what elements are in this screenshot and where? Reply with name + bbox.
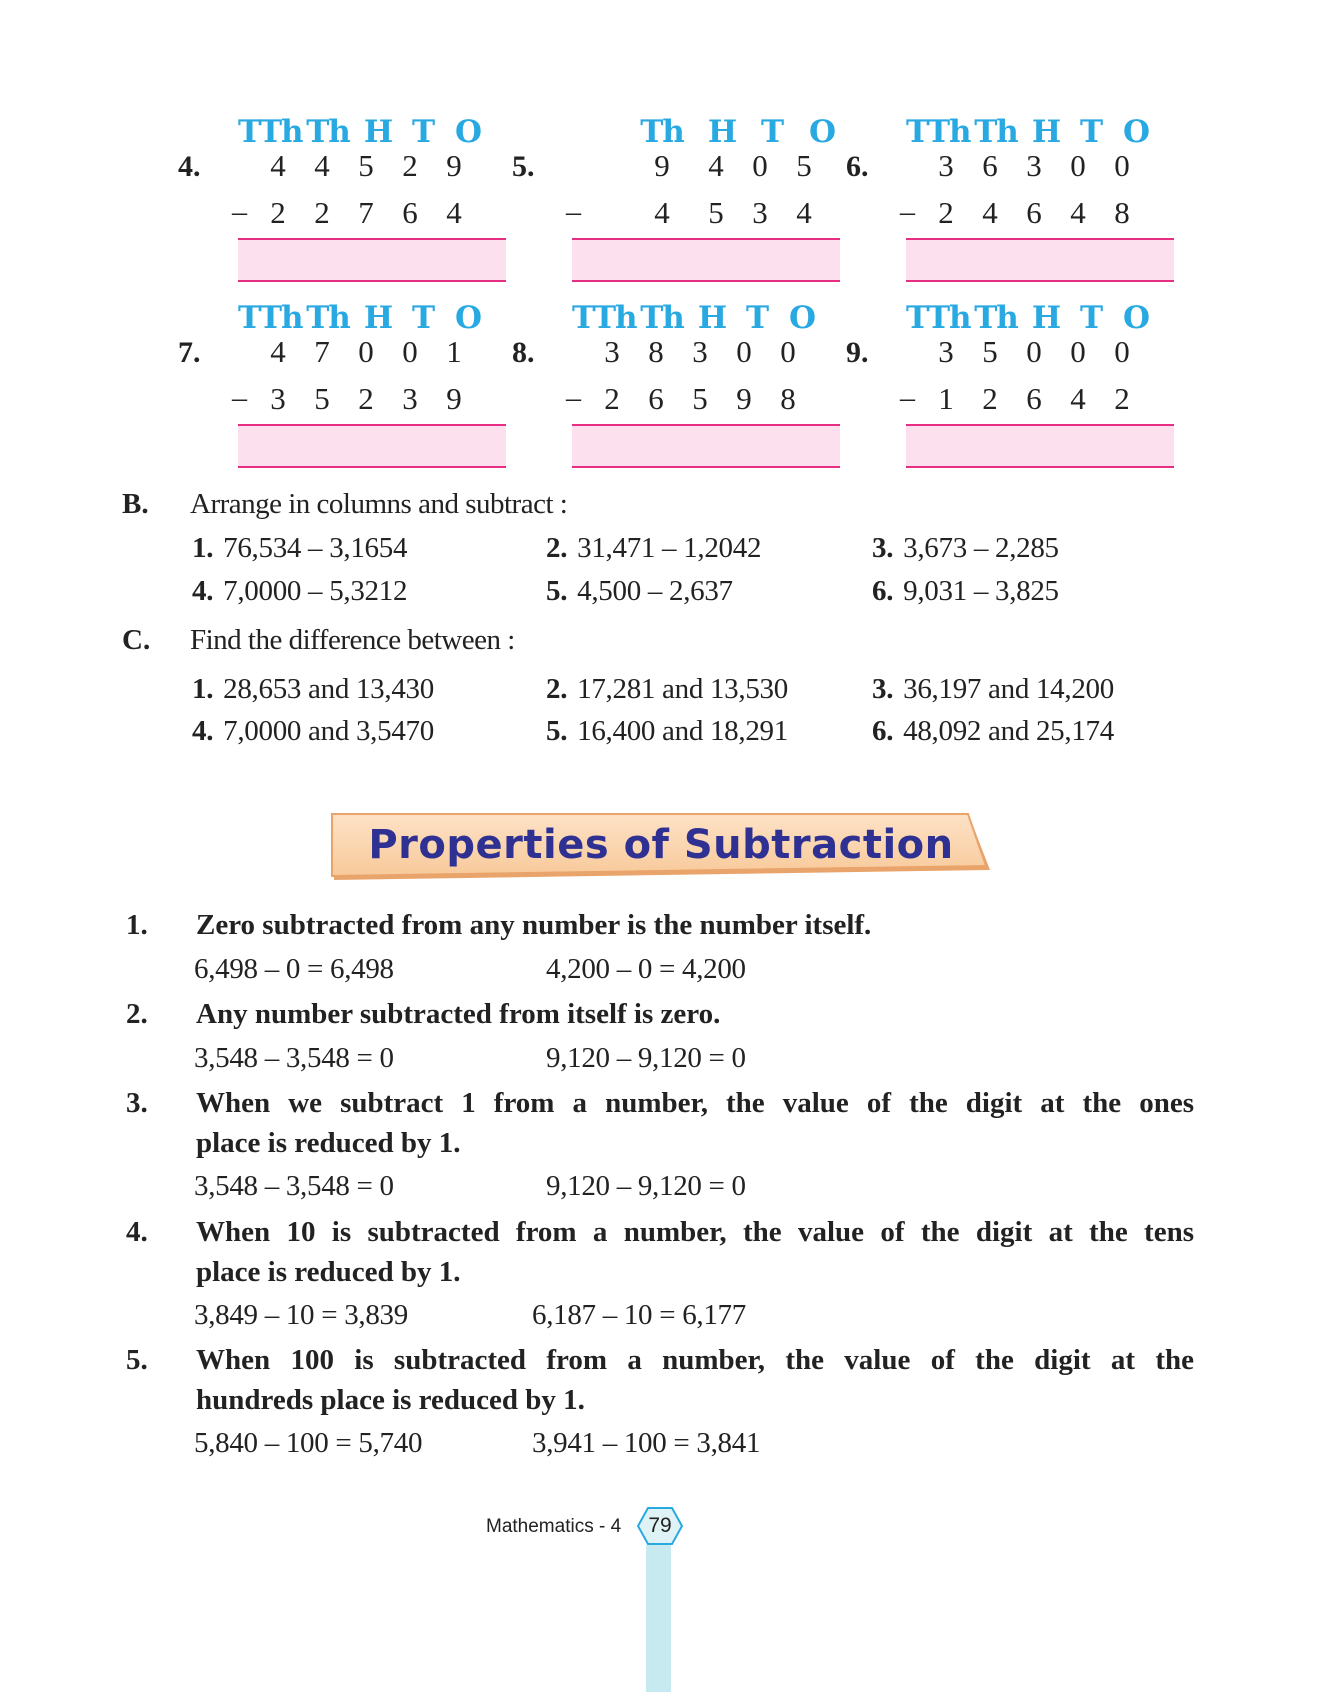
digit: 0 [1026, 334, 1042, 369]
section-b-item: 4. 7,0000 – 5,3212 [192, 575, 408, 607]
property-example: 6,187 – 10 = 6,177 [532, 1299, 746, 1331]
property-line: place is reduced by 1. [196, 1127, 461, 1159]
place-value-label: O [788, 300, 815, 336]
digit: 4 [1070, 195, 1086, 230]
minuend-row [572, 148, 812, 186]
place-value-label: O [808, 114, 835, 150]
digit: 5 [692, 381, 708, 416]
section-c-item: 6. 48,092 and 25,174 [872, 715, 1114, 747]
subtrahend-row [566, 381, 812, 419]
section-b-letter: B. [122, 488, 149, 520]
minus-sign: – [566, 381, 581, 414]
digit: 5 [796, 148, 812, 183]
page-tab-bar [646, 1545, 671, 1692]
problem-number: 4. [178, 150, 201, 183]
place-value-label: TTh [238, 114, 303, 150]
place-value-header [906, 114, 1149, 152]
minus-sign: – [566, 195, 581, 228]
digit: 0 [402, 334, 418, 369]
place-value-label: O [1122, 300, 1149, 336]
digit: 8 [780, 381, 796, 416]
digit: 6 [982, 148, 998, 183]
subtrahend-row [900, 195, 1146, 233]
section-b-item: 5. 4,500 – 2,637 [546, 575, 733, 607]
place-value-label: Th [306, 114, 350, 150]
digit: 2 [314, 195, 330, 230]
property-example: 6,498 – 0 = 6,498 [194, 953, 394, 985]
section-c-item: 3. 36,197 and 14,200 [872, 673, 1114, 705]
problem-number: 5. [512, 150, 535, 183]
subtraction-problem-8 [512, 300, 815, 470]
digit: 7 [358, 195, 374, 230]
property-number: 2. [126, 998, 148, 1030]
place-value-label: H [363, 114, 393, 150]
place-value-label: Th [640, 114, 684, 150]
section-b-item: 2. 31,471 – 1,2042 [546, 532, 762, 564]
place-value-label: O [454, 300, 481, 336]
subtrahend-row [232, 381, 478, 419]
property-statement [196, 1083, 1194, 1163]
digit: 1 [446, 334, 462, 369]
property-example: 9,120 – 9,120 = 0 [546, 1170, 746, 1202]
property-statement [196, 1212, 1194, 1292]
digit: 7 [314, 334, 330, 369]
digit: 3 [692, 334, 708, 369]
answer-box[interactable] [238, 424, 506, 468]
minuend-row [238, 148, 478, 186]
place-value-header [572, 114, 835, 152]
place-value-label: H [1031, 114, 1061, 150]
place-value-label: H [1031, 300, 1061, 336]
subtrahend-row [566, 195, 812, 233]
digit: 8 [1114, 195, 1130, 230]
subtraction-problem-7 [178, 300, 481, 470]
digit: 3 [402, 381, 418, 416]
place-value-label: T [745, 300, 769, 336]
section-c-item: 4. 7,0000 and 3,5470 [192, 715, 434, 747]
digit: 2 [604, 381, 620, 416]
place-value-label: T [411, 300, 435, 336]
answer-box[interactable] [906, 238, 1174, 282]
digit: 6 [1026, 195, 1042, 230]
digit: 5 [358, 148, 374, 183]
section-b-item: 3. 3,673 – 2,285 [872, 532, 1059, 564]
digit: 4 [708, 148, 724, 183]
digit: 8 [648, 334, 664, 369]
property-example: 3,548 – 3,548 = 0 [194, 1042, 394, 1074]
digit: 0 [1114, 334, 1130, 369]
place-value-label: TTh [238, 300, 303, 336]
digit: 4 [982, 195, 998, 230]
property-statement [196, 1340, 1194, 1420]
section-c-item: 5. 16,400 and 18,291 [546, 715, 788, 747]
property-example: 5,840 – 100 = 5,740 [194, 1427, 423, 1459]
banner-title: Properties of Subtraction [368, 822, 954, 868]
place-value-label: TTh [906, 300, 971, 336]
subtraction-problem-9 [846, 300, 1149, 470]
place-value-label: Th [306, 300, 350, 336]
problem-number: 7. [178, 336, 201, 369]
digit: 3 [752, 195, 768, 230]
digit: 2 [938, 195, 954, 230]
digit: 9 [654, 148, 670, 183]
subtrahend-row [232, 195, 478, 233]
place-value-label: TTh [906, 114, 971, 150]
property-example: 3,548 – 3,548 = 0 [194, 1170, 394, 1202]
digit: 3 [938, 148, 954, 183]
property-number: 1. [126, 909, 148, 941]
property-number: 4. [126, 1216, 148, 1248]
property-statement: Zero subtracted from any number is the number itself. [196, 909, 872, 941]
property-statement: Any number subtracted from itself is zero. [196, 998, 721, 1030]
section-banner [330, 812, 992, 884]
section-c-letter: C. [122, 624, 151, 656]
digit: 0 [736, 334, 752, 369]
section-c-title: Find the difference between : [190, 624, 515, 656]
place-value-label: H [707, 114, 737, 150]
digit: 0 [1070, 148, 1086, 183]
digit: 0 [1114, 148, 1130, 183]
digit: 5 [982, 334, 998, 369]
property-line: place is reduced by 1. [196, 1256, 461, 1288]
section-b-item: 6. 9,031 – 3,825 [872, 575, 1059, 607]
property-example: 3,849 – 10 = 3,839 [194, 1299, 408, 1331]
digit: 3 [1026, 148, 1042, 183]
section-b-title: Arrange in columns and subtract : [190, 488, 568, 520]
section-c-item: 1. 28,653 and 13,430 [192, 673, 434, 705]
problem-number: 9. [846, 336, 869, 369]
problem-number: 6. [846, 150, 869, 183]
digit: 4 [270, 148, 286, 183]
subtraction-problem-4 [178, 114, 481, 284]
digit: 5 [708, 195, 724, 230]
digit: 4 [270, 334, 286, 369]
answer-box[interactable] [238, 238, 506, 282]
digit: 2 [358, 381, 374, 416]
subtraction-problem-5 [512, 114, 835, 284]
minus-sign: – [232, 381, 247, 414]
property-number: 3. [126, 1087, 148, 1119]
place-value-header [238, 300, 481, 338]
digit: 0 [752, 148, 768, 183]
digit: 0 [358, 334, 374, 369]
property-line: When 100 is subtracted from a number, the value of the digit at the [196, 1344, 1194, 1376]
minus-sign: – [900, 381, 915, 414]
digit: 9 [736, 381, 752, 416]
digit: 3 [270, 381, 286, 416]
digit: 2 [1114, 381, 1130, 416]
digit: 0 [780, 334, 796, 369]
digit: 3 [938, 334, 954, 369]
place-value-label: Th [974, 300, 1018, 336]
place-value-label: Th [640, 300, 684, 336]
digit: 9 [446, 381, 462, 416]
property-line: When 10 is subtracted from a number, the value of the digit at the tens [196, 1216, 1194, 1248]
place-value-label: O [1122, 114, 1149, 150]
digit: 2 [270, 195, 286, 230]
place-value-label: H [697, 300, 727, 336]
property-line: When we subtract 1 from a number, the value of the digit at the ones [196, 1087, 1194, 1119]
digit: 9 [446, 148, 462, 183]
answer-box[interactable] [906, 424, 1174, 468]
place-value-header [906, 300, 1149, 338]
minuend-row [906, 148, 1146, 186]
subtrahend-row [900, 381, 1146, 419]
section-b-item: 1. 76,534 – 3,1654 [192, 532, 408, 564]
digit: 4 [654, 195, 670, 230]
digit: 6 [402, 195, 418, 230]
place-value-label: TTh [572, 300, 637, 336]
digit: 1 [938, 381, 954, 416]
minus-sign: – [232, 195, 247, 228]
subtraction-problem-6 [846, 114, 1149, 284]
section-c-item: 2. 17,281 and 13,530 [546, 673, 788, 705]
property-line: hundreds place is reduced by 1. [196, 1384, 585, 1416]
answer-box[interactable] [572, 424, 840, 468]
page-number: 79 [648, 1514, 672, 1537]
property-example: 9,120 – 9,120 = 0 [546, 1042, 746, 1074]
digit: 5 [314, 381, 330, 416]
minus-sign: – [900, 195, 915, 228]
digit: 0 [1070, 334, 1086, 369]
place-value-header [238, 114, 481, 152]
place-value-label: T [1079, 300, 1103, 336]
place-value-header [572, 300, 815, 338]
answer-box[interactable] [572, 238, 840, 282]
place-value-label: T [760, 114, 784, 150]
digit: 6 [1026, 381, 1042, 416]
place-value-label: O [454, 114, 481, 150]
property-example: 4,200 – 0 = 4,200 [546, 953, 746, 985]
digit: 3 [604, 334, 620, 369]
minuend-row [572, 334, 812, 372]
place-value-label: T [1079, 114, 1103, 150]
place-value-label: Th [974, 114, 1018, 150]
digit: 2 [982, 381, 998, 416]
digit: 4 [314, 148, 330, 183]
place-value-label: T [411, 114, 435, 150]
digit: 2 [402, 148, 418, 183]
property-example: 3,941 – 100 = 3,841 [532, 1427, 761, 1459]
book-title: Mathematics - 4 [486, 1516, 622, 1537]
minuend-row [906, 334, 1146, 372]
problem-number: 8. [512, 336, 535, 369]
place-value-label: H [363, 300, 393, 336]
digit: 6 [648, 381, 664, 416]
digit: 4 [446, 195, 462, 230]
minuend-row [238, 334, 478, 372]
digit: 4 [796, 195, 812, 230]
digit: 4 [1070, 381, 1086, 416]
property-number: 5. [126, 1344, 148, 1376]
